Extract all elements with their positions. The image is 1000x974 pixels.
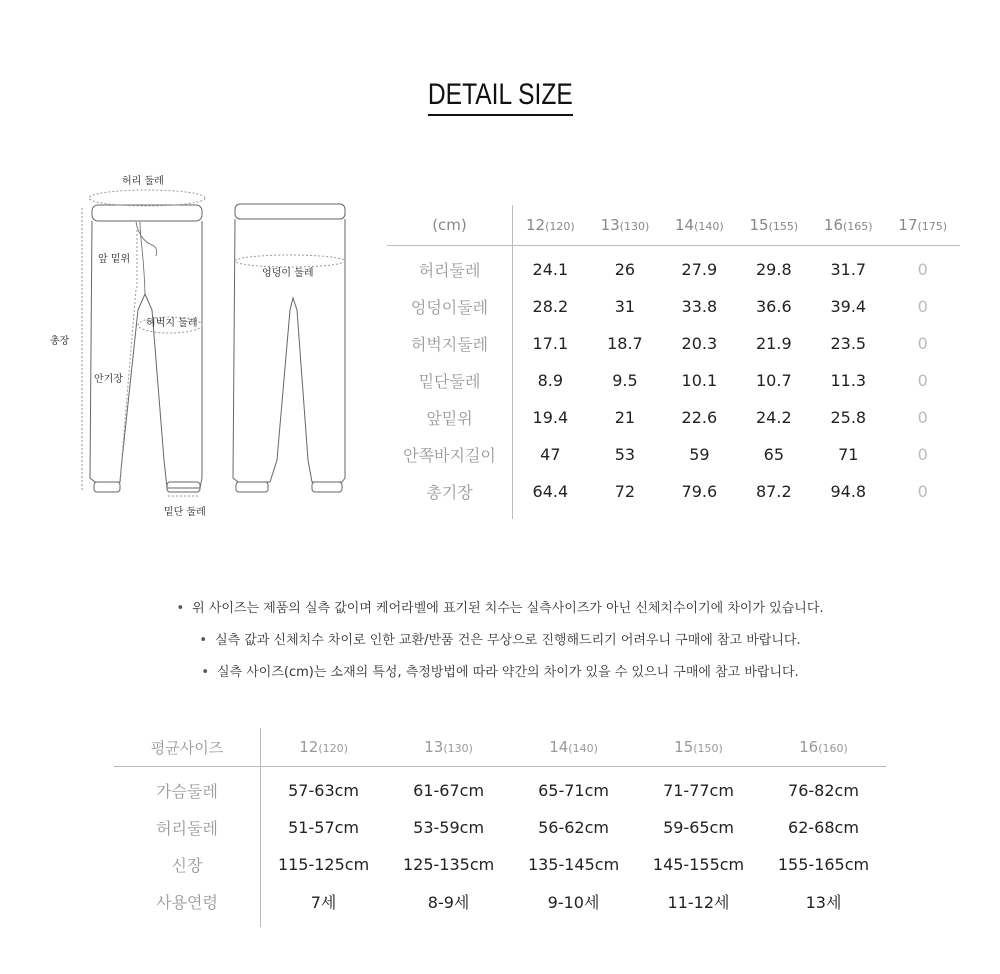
pants-diagram bbox=[40, 160, 370, 530]
size-sub: (150) bbox=[693, 742, 723, 755]
table-cell: 8.9 bbox=[537, 371, 564, 390]
size-sub: (120) bbox=[318, 742, 348, 755]
note-text: 위 사이즈는 제품의 실측 값이며 케어라벨에 표기된 치수는 실측사이즈가 아닌 신체치수이기에 차이가 있습니다. bbox=[192, 601, 824, 616]
table-cell: 145-155cm bbox=[652, 855, 745, 874]
table-cell: 13세 bbox=[805, 893, 842, 912]
detail-size-table bbox=[387, 205, 960, 519]
size-header bbox=[513, 205, 588, 246]
table-row bbox=[387, 362, 960, 399]
size-main: 16 bbox=[823, 216, 844, 234]
table-cell: 9-10세 bbox=[547, 893, 600, 912]
row-label: 가슴둘레 bbox=[114, 767, 261, 810]
size-header bbox=[588, 205, 662, 246]
table-cell: 135-145cm bbox=[527, 855, 620, 874]
size-sub: (140) bbox=[568, 742, 598, 755]
table-cell: 31.7 bbox=[830, 260, 867, 279]
size-sub: (155) bbox=[768, 220, 799, 233]
size-header bbox=[386, 728, 511, 767]
table-cell: 10.1 bbox=[681, 371, 718, 390]
table-cell: 33.8 bbox=[681, 297, 718, 316]
table-cell: 39.4 bbox=[830, 297, 867, 316]
table-cell: 87.2 bbox=[756, 482, 792, 501]
table-row bbox=[387, 473, 960, 519]
table-cell: 9.5 bbox=[612, 371, 638, 390]
row-label: 허리둘레 bbox=[114, 809, 261, 846]
size-sub: (130) bbox=[619, 220, 650, 233]
table-cell: 17.1 bbox=[532, 334, 569, 353]
table-cell: 24.2 bbox=[756, 408, 792, 427]
table-cell: 65 bbox=[763, 445, 784, 464]
avg-header-label: 평균사이즈 bbox=[114, 728, 261, 767]
size-header bbox=[737, 205, 811, 246]
size-main: 16 bbox=[799, 738, 819, 756]
row-label: 앞밑위 bbox=[387, 399, 513, 436]
table-cell: 0 bbox=[917, 334, 928, 353]
size-main: 13 bbox=[424, 738, 444, 756]
row-label: 밑단둘레 bbox=[387, 362, 513, 399]
average-size-table bbox=[114, 728, 886, 927]
table-row bbox=[387, 399, 960, 436]
size-sub: (120) bbox=[545, 220, 575, 233]
size-main: 12 bbox=[299, 738, 319, 756]
row-label: 안쪽바지길이 bbox=[387, 436, 513, 473]
title-text: DETAIL SIZE bbox=[428, 78, 573, 116]
table-cell: 76-82cm bbox=[788, 781, 859, 800]
table-cell: 71-77cm bbox=[663, 781, 734, 800]
label-waist: 허리 둘레 bbox=[122, 176, 164, 187]
table-cell: 29.8 bbox=[756, 260, 792, 279]
bullet-icon: • bbox=[199, 633, 208, 648]
size-sub: (165) bbox=[843, 220, 873, 233]
table-cell: 27.9 bbox=[681, 260, 718, 279]
table-cell: 0 bbox=[917, 482, 928, 501]
note-line bbox=[0, 630, 1000, 662]
table-cell: 61-67cm bbox=[413, 781, 485, 800]
label-total-length: 총장 bbox=[50, 336, 70, 347]
table-row bbox=[387, 436, 960, 473]
table-cell: 64.4 bbox=[532, 482, 569, 501]
size-notes bbox=[0, 598, 1000, 694]
note-text: 실측 값과 신체치수 차이로 인한 교환/반품 건은 무상으로 진행해드리기 어려우니 구매에 참고 바랍니다. bbox=[215, 633, 801, 648]
table-cell: 18.7 bbox=[607, 334, 643, 353]
table-cell: 7세 bbox=[310, 893, 337, 912]
table-cell: 51-57cm bbox=[288, 818, 359, 837]
table-cell: 8-9세 bbox=[427, 893, 470, 912]
table-row bbox=[114, 883, 886, 927]
size-header bbox=[636, 728, 761, 767]
size-sub: (160) bbox=[818, 742, 848, 755]
table-cell: 20.3 bbox=[681, 334, 718, 353]
label-hip: 엉덩이 둘레 bbox=[262, 268, 314, 279]
table-cell: 22.6 bbox=[681, 408, 718, 427]
table-row bbox=[387, 325, 960, 362]
table-cell: 72 bbox=[614, 482, 636, 501]
table-row bbox=[114, 809, 886, 846]
label-front-rise: 앞 밑위 bbox=[98, 254, 131, 265]
table-cell: 47 bbox=[540, 445, 561, 464]
table-cell: 28.2 bbox=[532, 297, 569, 316]
note-text: 실측 사이즈(cm)는 소재의 특성, 측정방법에 따라 약간의 차이가 있을 수 있으니 구매에 참고 바랍니다. bbox=[216, 665, 799, 680]
detail-header-row bbox=[387, 205, 960, 246]
table-cell: 21.9 bbox=[756, 334, 792, 353]
row-label: 엉덩이둘레 bbox=[387, 288, 513, 325]
table-cell: 53 bbox=[614, 445, 636, 464]
table-cell: 19.4 bbox=[532, 408, 569, 427]
size-main: 17 bbox=[898, 216, 918, 234]
row-label: 사용연령 bbox=[114, 883, 261, 927]
bullet-icon: • bbox=[201, 665, 209, 680]
table-cell: 65-71cm bbox=[538, 781, 609, 800]
size-header bbox=[811, 205, 885, 246]
table-cell: 57-63cm bbox=[288, 781, 359, 800]
table-cell: 79.6 bbox=[681, 482, 718, 501]
size-main: 15 bbox=[749, 216, 769, 234]
table-row bbox=[387, 246, 960, 289]
size-header bbox=[886, 205, 961, 246]
table-row bbox=[387, 288, 960, 325]
size-header bbox=[662, 205, 736, 246]
bullet-icon: • bbox=[176, 601, 185, 616]
table-cell: 59-65cm bbox=[663, 818, 734, 837]
label-inseam: 안기장 bbox=[94, 374, 123, 385]
size-sub: (175) bbox=[917, 220, 948, 233]
table-cell: 53-59cm bbox=[413, 818, 485, 837]
size-header bbox=[761, 728, 886, 767]
table-cell: 155-165cm bbox=[777, 855, 870, 874]
row-label: 총기장 bbox=[387, 473, 513, 519]
table-cell: 59 bbox=[689, 445, 710, 464]
row-label: 신장 bbox=[114, 846, 261, 883]
note-line bbox=[0, 662, 1000, 694]
table-cell: 62-68cm bbox=[788, 818, 859, 837]
row-label: 허벅지둘레 bbox=[387, 325, 513, 362]
table-cell: 26 bbox=[614, 260, 636, 279]
table-cell: 0 bbox=[917, 371, 928, 390]
avg-header-row bbox=[114, 728, 886, 767]
table-cell: 56-62cm bbox=[538, 818, 609, 837]
table-cell: 0 bbox=[917, 408, 928, 427]
size-header bbox=[511, 728, 636, 767]
size-main: 13 bbox=[600, 216, 620, 234]
size-sub: (130) bbox=[443, 742, 473, 755]
page-title bbox=[0, 78, 1000, 116]
table-cell: 71 bbox=[838, 445, 859, 464]
table-cell: 23.5 bbox=[830, 334, 867, 353]
table-cell: 125-135cm bbox=[402, 855, 495, 874]
table-cell: 11-12세 bbox=[667, 893, 730, 912]
size-main: 14 bbox=[549, 738, 569, 756]
table-cell: 10.7 bbox=[756, 371, 792, 390]
table-cell: 0 bbox=[917, 297, 928, 316]
row-label: 허리둘레 bbox=[387, 246, 513, 289]
table-row bbox=[114, 767, 886, 810]
table-cell: 11.3 bbox=[830, 371, 867, 390]
table-row bbox=[114, 846, 886, 883]
table-cell: 21 bbox=[614, 408, 636, 427]
table-cell: 0 bbox=[917, 445, 928, 464]
size-main: 14 bbox=[675, 216, 695, 234]
size-header bbox=[261, 728, 387, 767]
note-line bbox=[0, 598, 1000, 630]
size-sub: (140) bbox=[694, 220, 724, 233]
table-cell: 36.6 bbox=[756, 297, 792, 316]
size-main: 12 bbox=[526, 216, 546, 234]
table-cell: 25.8 bbox=[830, 408, 867, 427]
table-cell: 31 bbox=[614, 297, 636, 316]
label-thigh: 허벅지 둘레 bbox=[146, 318, 198, 329]
table-cell: 115-125cm bbox=[277, 855, 370, 874]
unit-header: (cm) bbox=[387, 205, 513, 246]
pants-illustration bbox=[40, 160, 370, 530]
table-cell: 24.1 bbox=[532, 260, 569, 279]
size-main: 15 bbox=[674, 738, 694, 756]
table-cell: 94.8 bbox=[830, 482, 867, 501]
label-hem: 밑단 둘레 bbox=[164, 507, 206, 518]
table-cell: 0 bbox=[917, 260, 928, 279]
